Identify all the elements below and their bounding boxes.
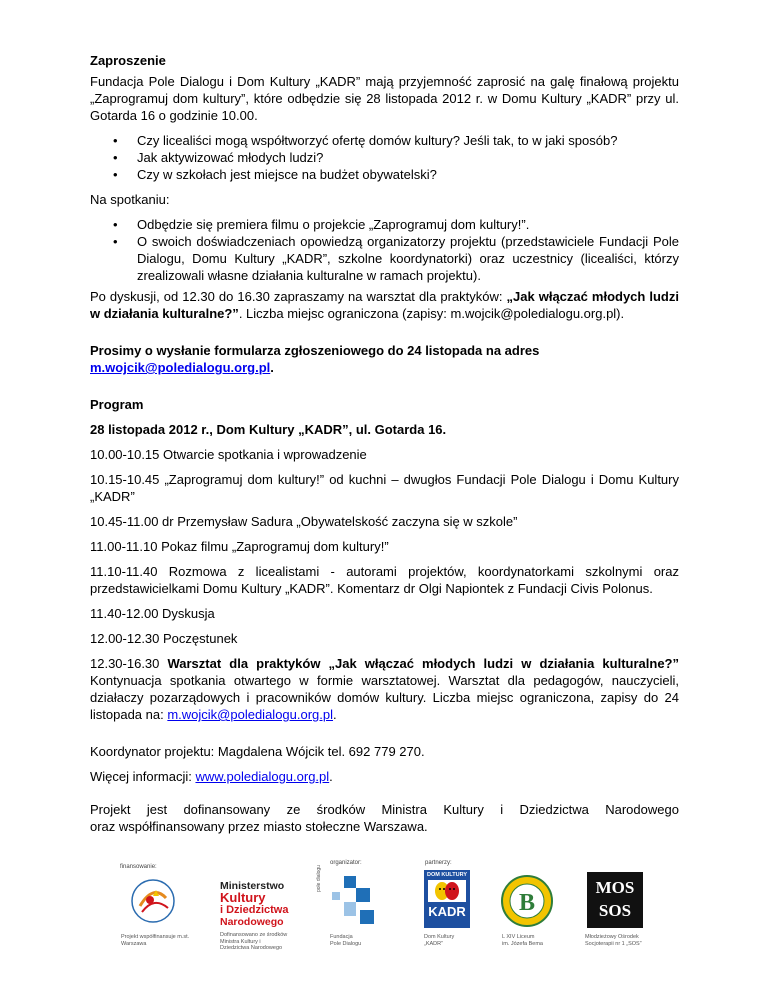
ministry-word: Kultury bbox=[220, 890, 266, 905]
caption-line: Socjoterapii nr 1 „SOS” bbox=[585, 940, 642, 947]
kadr-name-text: KADR bbox=[428, 904, 466, 919]
warsaw-caption: Projekt współfinansuje m.st. Warszawa bbox=[121, 934, 190, 947]
program-item: 10.45-11.00 dr Przemysław Sadura „Obywatelskość zaczyna się w szkole” bbox=[90, 514, 518, 529]
program-item: 11.10-11.40 Rozmowa z licealistami - autorami projektów, koordynatorkami szkolnymi oraz przedstawicielkami Domu Kultury „KADR”. Komentarz dr Olgi Napiontek z Fundacji Civis Polonus. bbox=[90, 564, 679, 596]
workshop-body: Kontynuacja spotkania otwartego w formie warsztatowej. Warsztat dla pedagogów, nauczycieli, działaczy pozarządowych i pracowników domów kultury. Liczba miejsc ograniczona, zapisy do 24 listopada na: bbox=[90, 673, 679, 722]
ministry-logo bbox=[220, 880, 310, 928]
list-item: • Odbędzie się premiera filmu o projekcie „Zaprogramuj dom kultury!”. bbox=[137, 216, 679, 233]
caption-line: „KADR” bbox=[424, 940, 443, 947]
mos-word: MOS bbox=[595, 878, 635, 897]
workshop-heading: Warsztat dla praktyków „Jak włączać młodych ludzi w działania kulturalne?” bbox=[167, 656, 679, 671]
more-info bbox=[90, 768, 679, 785]
workshop-paragraph bbox=[90, 288, 679, 322]
ministry-caption bbox=[220, 932, 310, 952]
caption-line: Młodzieżowy Ośrodek bbox=[585, 934, 639, 940]
mos-sos-logo bbox=[587, 872, 643, 928]
program-title: Program bbox=[90, 397, 144, 412]
form-request bbox=[90, 342, 679, 376]
theatre-masks-icon bbox=[424, 878, 470, 904]
meeting-label: Na spotkaniu: bbox=[90, 192, 170, 207]
meeting-list bbox=[90, 216, 679, 284]
workshop-email-link[interactable]: m.wojcik@poledialogu.org.pl bbox=[167, 707, 334, 722]
coordinator: Koordynator projektu: Magdalena Wójcik tel. 692 779 270. bbox=[90, 744, 425, 759]
funding-word: i bbox=[500, 802, 504, 817]
website-link[interactable]: www.poledialogu.org.pl bbox=[195, 769, 330, 784]
program-subtitle: 28 listopada 2012 r., Dom Kultury „KADR”, ul. Gotarda 16. bbox=[90, 422, 447, 437]
form-request-end: . bbox=[270, 360, 274, 375]
ministry-word: i Dziedzictwa bbox=[220, 904, 289, 916]
kadr-caption bbox=[424, 934, 484, 947]
liceum-caption bbox=[502, 934, 572, 947]
program-item: 12.00-12.30 Poczęstunek bbox=[90, 631, 238, 646]
list-item: • Czy licealiści mogą współtworzyć ofertę domów kultury? Jeśli tak, to w jaki sposób? bbox=[137, 132, 679, 149]
program-item: 10.00-10.15 Otwarcie spotkania i wprowadzenie bbox=[90, 447, 367, 462]
financing-label: finansowanie: bbox=[120, 864, 157, 870]
program-item: 10.15-10.45 „Zaprogramuj dom kultury!” od kuchni – dwugłos Fundacji Pole Dialogu i Domu Kultury „KADR” bbox=[90, 472, 679, 504]
caption-line: L XIV Liceum bbox=[502, 934, 535, 940]
funding-word: Kultury bbox=[443, 802, 484, 817]
funding-word: Projekt bbox=[90, 802, 131, 817]
workshop-post: . Liczba miejsc ograniczona (zapisy: m.wojcik@poledialogu.org.pl). bbox=[238, 306, 625, 321]
program-item: 11.40-12.00 Dyskusja bbox=[90, 606, 215, 621]
more-info-end: . bbox=[329, 769, 333, 784]
form-request-text: Prosimy o wysłanie formularza zgłoszeniowego do 24 listopada na adres bbox=[90, 343, 540, 358]
organizer-label: organizator: bbox=[330, 860, 362, 866]
caption-line: Ministra Kultury i bbox=[220, 938, 261, 945]
funding-word: ze bbox=[286, 802, 301, 817]
workshop-title: „Jak włączać młodych ludzi w działania kulturalne?” bbox=[90, 289, 679, 321]
logo-strip bbox=[0, 854, 768, 994]
document-body bbox=[90, 52, 679, 835]
list-item: • Jak aktywizować młodych ludzi? bbox=[137, 149, 679, 166]
partners-label: partnerzy: bbox=[425, 860, 452, 866]
pole-dialogu-logo-icon bbox=[330, 870, 380, 928]
funding-line-1 bbox=[90, 801, 679, 818]
caption-line: Dom Kultury bbox=[424, 934, 455, 940]
form-email-link[interactable]: m.wojcik@poledialogu.org.pl bbox=[90, 360, 271, 375]
list-item: • O swoich doświadczeniach opowiedzą organizatorzy projektu (przedstawiciele Fundacji Pole Dialogu, Domu Kultury „KADR”, szkolne koordynatorki) oraz uczestnicy (licealiści, którzy zrealizowali własne działania kulturalne w ramach projektu). bbox=[137, 233, 679, 284]
questions-list bbox=[90, 132, 679, 183]
pole-vertical-text: pole dialogu bbox=[316, 865, 322, 892]
program-item: 11.00-11.10 Pokaz filmu „Zaprogramuj dom kultury!” bbox=[90, 539, 389, 554]
funding-word: jest bbox=[146, 802, 168, 817]
kadr-logo bbox=[424, 870, 470, 928]
intro-paragraph: Fundacja Pole Dialogu i Dom Kultury „KADR” mają przyjemność zaprosić na galę finałową projektu „Zaprogramuj dom kultury”, które odbędzie się 28 listopada 2012 r. w Domu Kultury „KADR” przy ul. Gotarda 16 o godzinie 10.00. bbox=[90, 74, 679, 123]
kadr-top-text: DOM KULTURY bbox=[426, 872, 468, 878]
caption-line: Fundacja bbox=[330, 934, 353, 940]
workshop-end: . bbox=[333, 707, 337, 722]
funding-word: Ministra bbox=[381, 802, 427, 817]
funding-word: Narodowego bbox=[605, 802, 679, 817]
funding-line-2: oraz współfinansowany przez miasto stołeczne Warszawa. bbox=[90, 819, 428, 834]
workshop-time: 12.30-16.30 bbox=[90, 656, 168, 671]
pole-caption bbox=[330, 934, 390, 947]
funding-word: dofinansowany bbox=[183, 802, 271, 817]
mos-caption bbox=[585, 934, 665, 947]
funding-word: środków bbox=[316, 802, 366, 817]
more-info-text: Więcej informacji: bbox=[90, 769, 196, 784]
caption-line: im. Józefa Bema bbox=[502, 940, 543, 947]
caption-line: Pole Dialogu bbox=[330, 940, 362, 947]
list-item: • Czy w szkołach jest miejsce na budżet obywatelski? bbox=[137, 166, 679, 183]
caption-line: Dofinansowano ze środków bbox=[220, 932, 288, 938]
heading: Zaproszenie bbox=[90, 53, 166, 68]
caption-line: Dziedzictwa Narodowego bbox=[220, 945, 283, 951]
ministry-word: Narodowego bbox=[220, 916, 284, 928]
ministry-word: Ministerstwo bbox=[220, 880, 285, 892]
funding-word: Dziedzictwa bbox=[519, 802, 589, 817]
workshop-pre: Po dyskusji, od 12.30 do 16.30 zapraszamy na warsztat dla praktyków: bbox=[90, 289, 507, 304]
program-item-workshop bbox=[90, 655, 679, 723]
sos-word: SOS bbox=[598, 901, 632, 920]
warsaw-logo-icon bbox=[128, 876, 178, 926]
liceum-bema-logo-icon bbox=[500, 874, 554, 928]
svg-text:B: B bbox=[518, 890, 536, 916]
